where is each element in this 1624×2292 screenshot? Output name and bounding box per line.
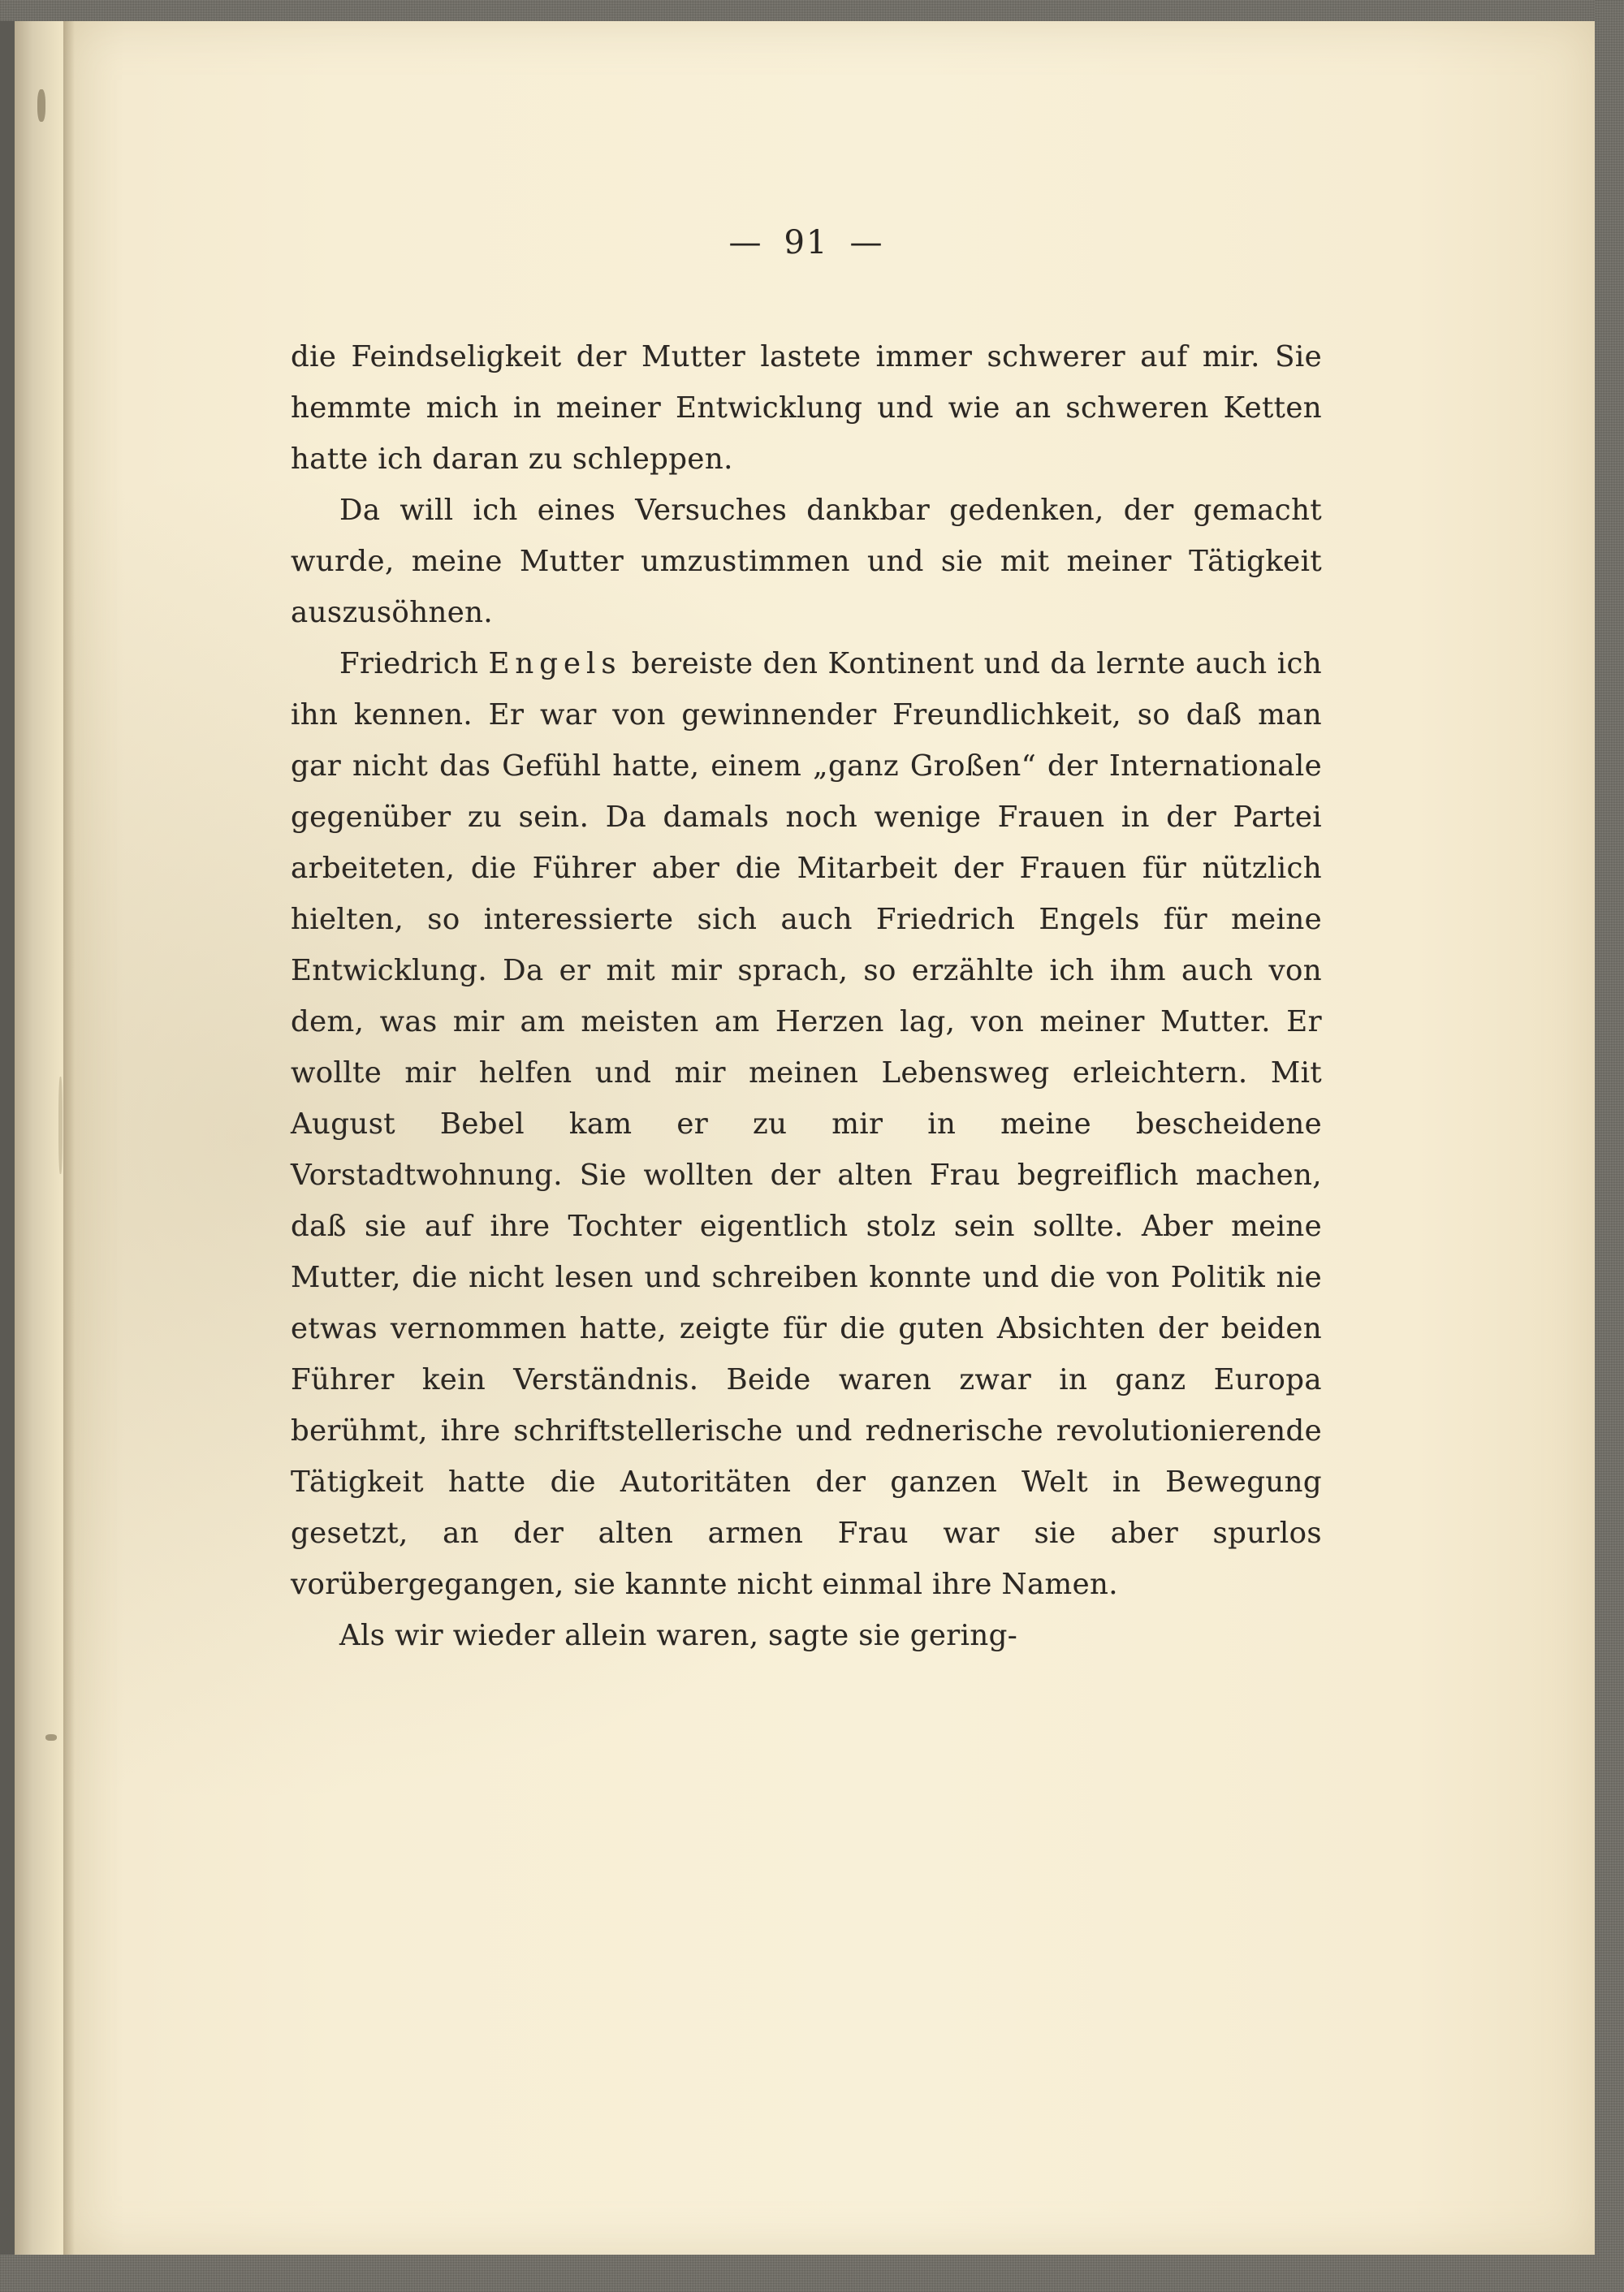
binding-right-edge bbox=[1595, 0, 1624, 2292]
paper-crease bbox=[63, 21, 75, 2255]
page-number: 91 bbox=[784, 224, 829, 261]
binding-bottom-edge bbox=[0, 2255, 1624, 2292]
page-text-block bbox=[291, 224, 1322, 1661]
paragraph-2: Da will ich eines Versuches dankbar gedenken, der gemacht wurde, meine Mutter umzustimmen und sie mit meiner Tätigkeit auszusöhnen. bbox=[291, 494, 1322, 629]
paper-fleck bbox=[45, 1734, 57, 1741]
folio-dash-right: — bbox=[849, 224, 884, 261]
paragraph-4: Als wir wieder allein waren, sagte sie gering- bbox=[339, 1619, 1018, 1652]
paper-fleck bbox=[58, 1077, 63, 1174]
paper-fleck bbox=[37, 89, 45, 122]
paragraph-3: Friedrich Engels bereiste den Kontinent und da lernte auch ich ihn kennen. Er war von gewinnender Freundlichkeit, so daß man gar nicht das Gefühl hatte, einem „ganz Großen“ der Internationale gegenüber zu sein. Da damals noch wenige Frauen in der Partei arbeiteten, die Führer aber die Mitarbeit der Frauen für nützlich hielten, so interessierte sich auch Friedrich Engels für meine Entwicklung. Da er mit mir sprach, so erzählte ich ihm auch von dem, was mir am meisten am Herzen lag, von meiner Mutter. Er wollte mir helfen und mir meinen Lebensweg erleichtern. Mit August Bebel kam er zu mir in meine bescheidene Vorstadtwohnung. Sie wollten der alten Frau begreiflich machen, daß sie auf ihre Tochter eigentlich stolz sein sollte. Aber meine Mutter, die nicht lesen und schreiben konnte und die von Politik nie etwas vernommen hatte, zeigte für die guten Absichten der beiden Führer kein Verständnis. Beide waren zwar in ganz Europa berühmt, ihre schriftstellerische und rednerische revolutionierende Tätigkeit hatte die Autoritäten der ganzen Welt in Bewegung gesetzt, an der alten armen Frau war sie aber spurlos vorübergegangen, sie kannte nicht einmal ihre Namen. bbox=[291, 647, 1322, 1601]
binding-left-edge bbox=[0, 0, 15, 2292]
paragraph-1: die Feindseligkeit der Mutter lastete immer schwerer auf mir. Sie hemmte mich in meiner Entwicklung und wie an schweren Ketten hatte ich daran zu schleppen. bbox=[291, 340, 1322, 476]
binding-top-edge bbox=[0, 0, 1624, 21]
paper-leaf bbox=[63, 21, 1595, 2255]
page-folio bbox=[291, 224, 1322, 261]
folio-dash-left: — bbox=[728, 224, 763, 261]
spaced-proper-name: Engels bbox=[488, 647, 622, 680]
